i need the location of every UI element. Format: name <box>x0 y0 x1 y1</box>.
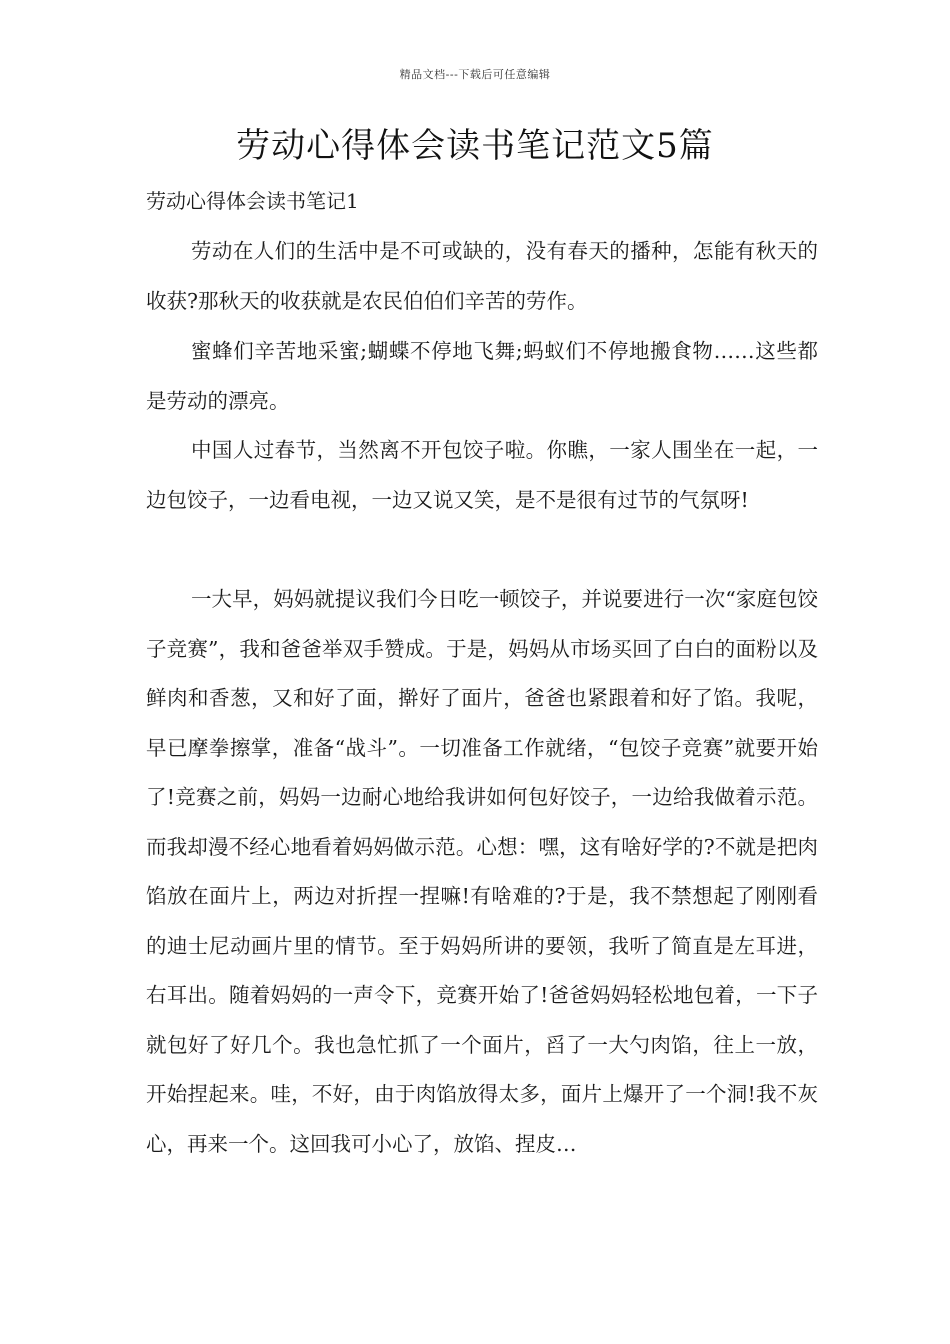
paragraph-1: 劳动在人们的生活中是不可或缺的，没有春天的播种，怎能有秋天的收获?那秋天的收获就是农民伯伯们辛苦的劳作。 <box>146 239 818 313</box>
paragraph-3: 中国人过春节，当然离不开包饺子啦。你瞧，一家人围坐在一起，一边包饺子，一边看电视，一边又说又笑，是不是很有过节的气氛呀! <box>146 438 818 512</box>
section-heading: 劳动心得体会读书笔记1 <box>146 189 359 213</box>
document-title: 劳动心得体会读书笔记范文5篇 <box>236 126 714 166</box>
paragraph-4: 一大早，妈妈就提议我们今日吃一顿饺子，并说要进行一次“家庭包饺子竞赛”，我和爸爸举双手赞成。于是，妈妈从市场买回了白白的面粉以及鲜肉和香葱，又和好了面，擀好了面片，爸爸也紧跟着和好了馅。我呢，早已摩拳擦掌，准备“战斗”。一切准备工作就绪，“包饺子竞赛”就要开始了!竞赛之前，妈妈一边耐心地给我讲如何包好饺子，一边给我做着示范。而我却漫不经心地看着妈妈做示范。心想：嘿，这有啥好学的?不就是把肉馅放在面片上，两边对折捏一捏嘛!有啥难的?于是，我不禁想起了刚刚看的迪士尼动画片里的情节。至于妈妈所讲的要领，我听了简直是左耳进，右耳出。随着妈妈的一声令下，竞赛开始了!爸爸妈妈轻松地包着，一下子就包好了好几个。我也急忙抓了一个面片，舀了一大勺肉馅，往上一放，开始捏起来。哇，不好，由于肉馅放得太多，面片上爆开了一个洞!我不灰心，再来一个。这回我可小心了，放馅、捏皮… <box>146 587 818 1156</box>
paragraph-2: 蜜蜂们辛苦地采蜜;蝴蝶不停地飞舞;蚂蚁们不停地搬食物……这些都是劳动的漂亮。 <box>146 339 818 413</box>
header-note: 精品文档---下载后可任意编辑 <box>399 68 551 81</box>
